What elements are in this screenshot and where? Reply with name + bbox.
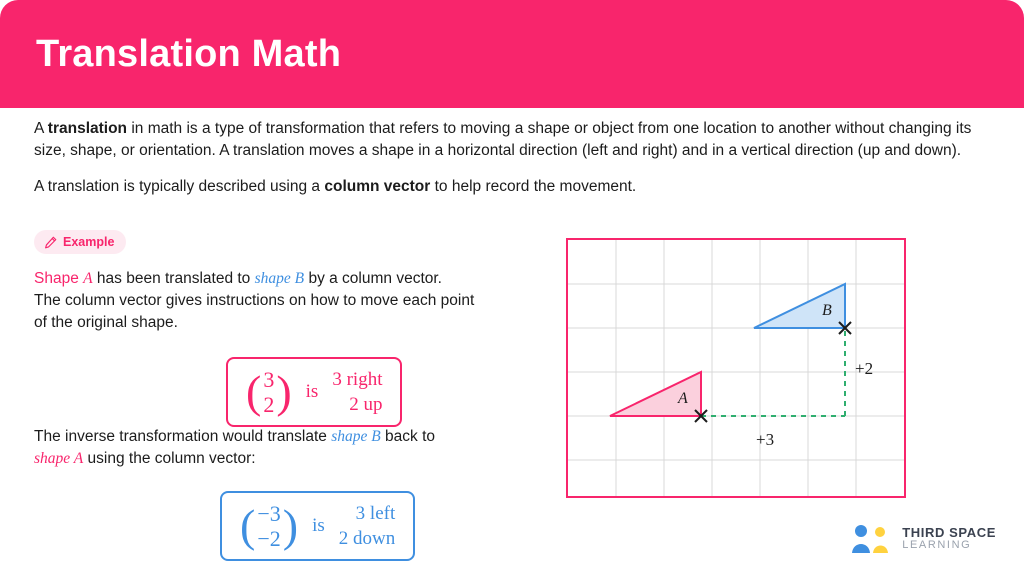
logo-line-2: LEARNING	[902, 539, 972, 552]
vector1-left-paren: (	[246, 366, 262, 417]
example-line1-c: by a column vector.	[304, 270, 442, 287]
page-title: Translation Math	[36, 32, 342, 75]
grid-lines	[568, 240, 904, 496]
example-line1-b: has been translated to	[92, 270, 255, 287]
vector1-values	[261, 367, 276, 417]
translation-diagram	[566, 238, 906, 498]
vector2-direction-2: 2 down	[338, 528, 396, 549]
column-vector-box-2	[220, 491, 415, 561]
example-shape-a-letter: A	[83, 270, 93, 287]
inverse-line1-a: The inverse transformation would translate	[34, 428, 332, 445]
example-line-1	[34, 268, 554, 290]
vector1-directions	[332, 367, 382, 417]
logo-text	[902, 526, 996, 551]
vector1-top: 3	[263, 367, 275, 392]
example-description	[34, 268, 554, 334]
shape-a-label: A	[678, 390, 688, 407]
diagram-svg	[568, 240, 904, 496]
vertical-shift-label: +2	[855, 359, 874, 378]
vector2-right-paren: )	[282, 500, 299, 551]
vector1-direction-2: 2 up	[349, 394, 383, 415]
vector2-directions	[339, 501, 395, 551]
vector2-is-label: is	[312, 515, 325, 536]
column-vector-box-1	[226, 357, 402, 427]
horizontal-shift-label: +3	[756, 430, 775, 449]
vector2-bottom: −2	[257, 526, 281, 551]
example-line-3: of the original shape.	[34, 314, 178, 331]
inverse-description	[34, 426, 554, 470]
inverse-shape-b: shape B	[331, 428, 381, 445]
page-header	[0, 0, 1024, 108]
vector2-values	[255, 501, 282, 551]
example-badge-label: Example	[63, 235, 115, 249]
column-vector-1	[246, 367, 292, 417]
vector1-bottom: 2	[263, 392, 275, 417]
pencil-icon	[44, 236, 57, 249]
example-shape-a-text: Shape	[34, 270, 84, 287]
vector2-direction-1: 3 left	[355, 503, 396, 524]
intro-p2-bold: column vector	[324, 178, 431, 195]
logo-line-1: THIRD SPACE	[902, 525, 996, 541]
intro-p1-c: in math is a type of transformation that refers to moving a shape or object from one location to another without changing its size, shape, or orientation. A translation moves a shape in a horizontal direction (left and right) and in a vertical direction (up and down).	[34, 120, 972, 159]
intro-paragraph-2	[34, 176, 996, 198]
inverse-line1-b: back to	[380, 428, 436, 445]
intro-p1-bold: translation	[47, 120, 128, 137]
vector1-is-label: is	[305, 381, 319, 402]
column-vector-2	[240, 501, 298, 551]
intro-paragraph-1	[34, 118, 996, 162]
inverse-line2-c: using the column vector:	[83, 450, 256, 467]
brand-logo	[850, 524, 996, 554]
vector1-direction-1: 3 right	[332, 369, 383, 390]
page-body	[0, 108, 1024, 580]
example-badge	[34, 230, 126, 254]
vector2-left-paren: (	[240, 500, 256, 551]
example-shape-b-letter: shape B	[254, 270, 305, 287]
vector2-top: −3	[257, 501, 281, 526]
inverse-shape-a: shape A	[34, 450, 84, 467]
vector1-right-paren: )	[276, 366, 292, 417]
intro-p1-a: A	[34, 120, 48, 137]
logo-mark-icon	[850, 524, 892, 554]
inverse-line-1	[34, 426, 554, 448]
inverse-line-2	[34, 448, 554, 470]
intro-text	[34, 118, 996, 212]
shape-b-label: B	[822, 302, 832, 319]
example-line-2: The column vector gives instructions on how to move each point	[34, 292, 475, 309]
intro-p2-a: A translation is typically described using a	[34, 178, 325, 195]
intro-p2-c: to help record the movement.	[430, 178, 637, 195]
